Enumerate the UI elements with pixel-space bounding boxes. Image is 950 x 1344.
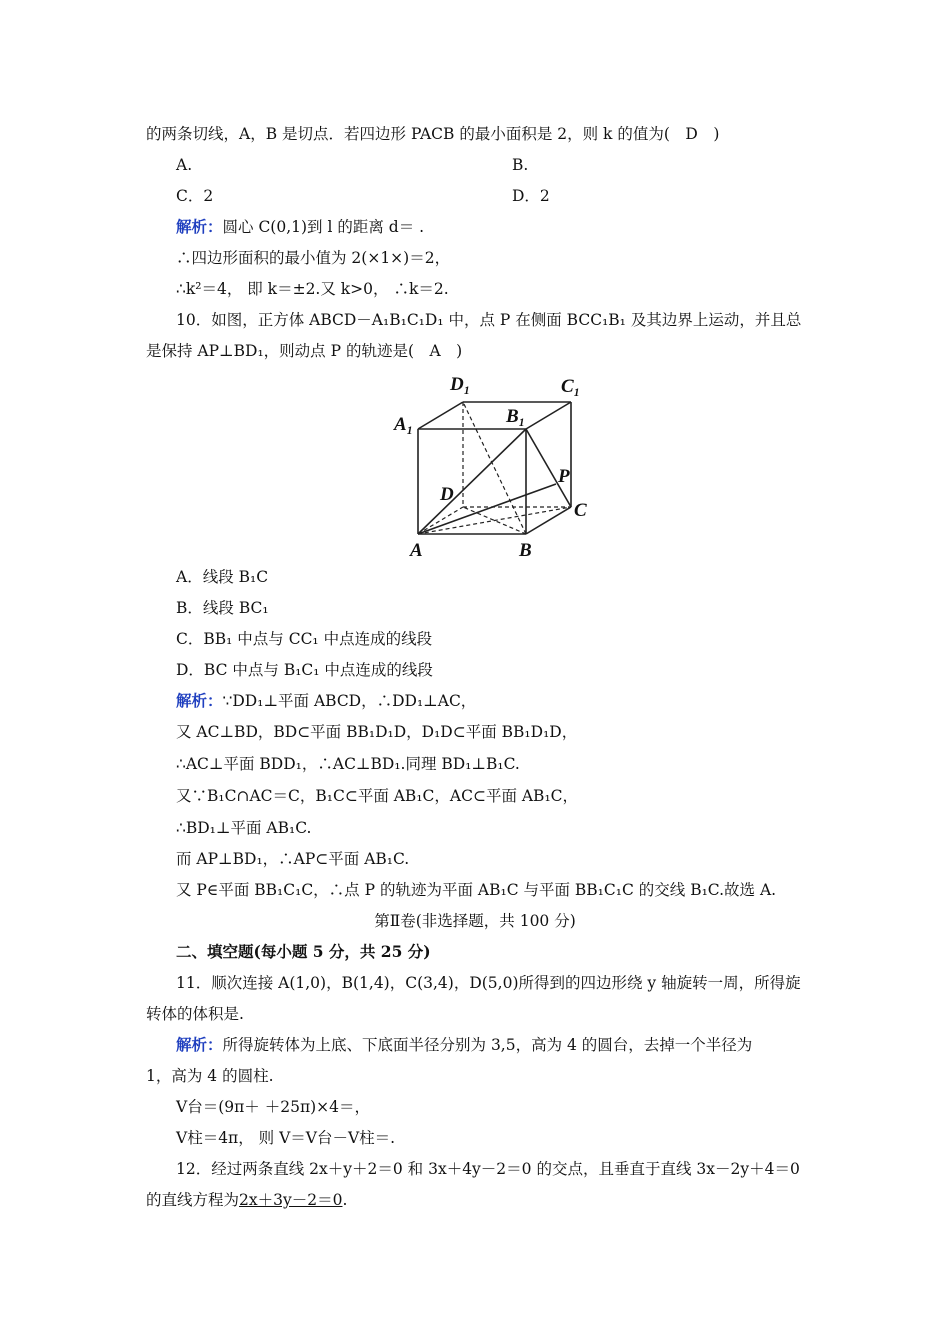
q12-stem-2 — [146, 1190, 347, 1210]
q9-option-c: C．2 — [176, 187, 214, 205]
solution-label: 解析： — [176, 217, 223, 236]
q9-option-d: D．2 — [512, 187, 550, 205]
q9-solution-1 — [176, 217, 424, 237]
cube-figure — [390, 372, 600, 562]
q11-solution-2: 1，高为 4 的圆柱. — [146, 1067, 274, 1085]
q11-solution-1 — [176, 1035, 752, 1055]
label-b: B — [519, 540, 532, 561]
q10-stem-1: 10．如图，正方体 ABCD－A₁B₁C₁D₁ 中，点 P 在侧面 BCC₁B₁ 及其边界上运动，并且总 — [176, 311, 802, 329]
q10-stem-2: 是保持 AP⊥BD₁，则动点 P 的轨迹是( A ) — [146, 342, 463, 360]
q9-option-a: A. — [176, 156, 193, 174]
q9-solution-2: ∴四边形面积的最小值为 2(×1×)＝2， — [176, 249, 451, 267]
q9-stem: 的两条切线，A，B 是切点．若四边形 PACB 的最小面积是 2，则 k 的值为( D ) — [146, 125, 720, 143]
q12-stem-prefix: 的直线方程为 — [146, 1191, 240, 1209]
label-d: D — [440, 484, 454, 505]
q10-solution-2: 又 AC⊥BD，BD⊂平面 BB₁D₁D，D₁D⊂平面 BB₁D₁D， — [176, 723, 578, 741]
q10-solution-text: ∵DD₁⊥平面 ABCD，∴DD₁⊥AC， — [222, 692, 477, 710]
label-b1: B₁ — [506, 406, 526, 427]
q10-solution-1 — [176, 691, 476, 711]
label-a1: A₁ — [394, 414, 414, 435]
q10-solution-5: ∴BD₁⊥平面 AB₁C. — [176, 819, 312, 837]
q11-solution-4: V柱＝4π， 则 V＝V台－V柱＝. — [176, 1129, 396, 1147]
q11-stem-2: 转体的体积是. — [146, 1005, 244, 1023]
q12-stem-1: 12．经过两条直线 2x＋y＋2＝0 和 3x＋4y－2＝0 的交点，且垂直于直线 3x－2y＋4＝0 — [176, 1160, 800, 1178]
q10-solution-7: 又 P∈平面 BB₁C₁C，∴点 P 的轨迹为平面 AB₁C 与平面 BB₁C₁C 的交线 B₁C.故选 A. — [176, 881, 777, 899]
q11-stem-1: 11．顺次连接 A(1,0)，B(1,4)，C(3,4)，D(5,0)所得到的四边形绕 y 轴旋转一周，所得旋 — [176, 974, 801, 992]
q11-solution-3: V台＝(9π＋ ＋25π)×4＝， — [176, 1098, 371, 1116]
q10-solution-4: 又∵B₁C∩AC＝C，B₁C⊂平面 AB₁C，AC⊂平面 AB₁C， — [176, 787, 579, 805]
label-a: A — [410, 540, 423, 561]
segment-a-p — [418, 484, 556, 534]
edge-b-c — [526, 507, 571, 534]
q12-stem-suffix: . — [342, 1191, 348, 1209]
part2-title: 第Ⅱ卷(非选择题，共 100 分) — [374, 912, 576, 930]
q9-solution-3: ∴k²＝4， 即 k＝±2.又 k>0， ∴k＝2. — [176, 280, 449, 298]
label-p: P — [558, 466, 570, 487]
q10-option-b: B．线段 BC₁ — [176, 599, 269, 617]
q9-option-b: B. — [512, 156, 529, 174]
q9-solution-text: 圆心 C(0,1)到 l 的距离 d＝ . — [222, 218, 425, 236]
edge-a1-d1 — [418, 402, 463, 429]
edge-b1-c1 — [526, 402, 571, 429]
q12-answer: 2x＋3y－2＝0 — [239, 1191, 343, 1209]
q10-solution-6: 而 AP⊥BD₁，∴AP⊂平面 AB₁C. — [176, 850, 410, 868]
q10-solution-3: ∴AC⊥平面 BDD₁，∴AC⊥BD₁.同理 BD₁⊥B₁C. — [176, 755, 520, 773]
q10-option-a: A．线段 B₁C — [176, 568, 269, 586]
q11-solution-text: 所得旋转体为上底、下底面半径分别为 3,5，高为 4 的圆台，去掉一个半径为 — [222, 1036, 753, 1054]
solution-label: 解析： — [176, 1035, 223, 1054]
label-c1: C₁ — [561, 376, 581, 397]
solution-label: 解析： — [176, 691, 223, 710]
section-heading: 二、填空题(每小题 5 分，共 25 分) — [176, 942, 431, 961]
q10-option-d: D．BC 中点与 B₁C₁ 中点连成的线段 — [176, 661, 433, 679]
q10-option-c: C．BB₁ 中点与 CC₁ 中点连成的线段 — [176, 630, 433, 648]
label-d1: D₁ — [450, 374, 471, 395]
label-c: C — [574, 500, 587, 521]
